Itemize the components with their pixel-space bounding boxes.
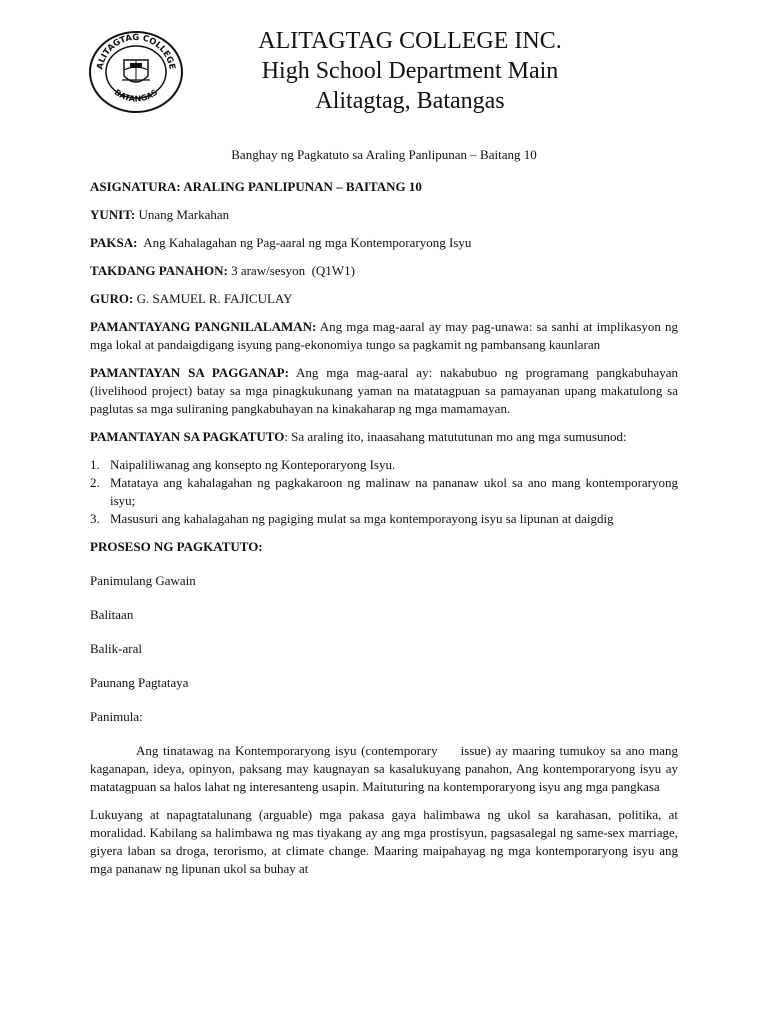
yunit-line: [90, 206, 678, 224]
guro-label: GURO:: [90, 291, 134, 306]
list-item: [90, 510, 678, 528]
list-item: [90, 474, 678, 510]
takdang-panahon-label: TAKDANG PANAHON:: [90, 263, 228, 278]
pagganap-value: Ang mga mag-aaral ay: nakabubuo ng programang pangkabuhayan (livelihood project) batay sa mga pinagkukunang yaman na matatagpuan sa pamayanan upang makatulong sa paglutas sa mga suliraning pangkabuhayan na kinakaharap ng mga mamamayan.: [90, 365, 678, 416]
pangnilalaman-label: PAMANTAYANG PANGNILALAMAN:: [90, 319, 317, 334]
list-item: [90, 456, 678, 474]
paksa-line: [90, 234, 678, 252]
proseso-heading: PROSESO NG PAGKATUTO:: [90, 539, 263, 554]
department-name: High School Department Main: [261, 58, 559, 84]
college-seal-icon: [88, 30, 184, 114]
step-paunang-pagtataya: Paunang Pagtataya: [90, 675, 189, 690]
lesson-plan-body: [90, 146, 682, 888]
pagkatuto-label: PAMANTAYAN SA PAGKATUTO: [90, 429, 285, 444]
guro-line: [90, 290, 678, 308]
asignatura-label: ASIGNATURA: ARALING PANLIPUNAN – BAITANG 10: [90, 179, 422, 194]
guro-value: G. SAMUEL R. FAJICULAY: [133, 291, 293, 306]
intro-paragraph-2: Lukuyang at napagtatalunang (arguable) mga pakasa gaya halimbawa ng ukol sa karahasan, politika, at moralidad. Kabilang sa halimbawa ng mas tiyakang ay ang mga prostisyun, pagsasalegal ng same-sex marriage, giyera laban sa droga, terorismo, at climate change. Maaring maipahayag ng mga kontemporaryong isyu ang mga pananaw ng lipunan ukol sa buhay at: [90, 807, 678, 876]
school-location: Alitagtag, Batangas: [315, 88, 505, 114]
objective-text: Naipaliliwanag ang konsepto ng Konteporaryong Isyu.: [110, 457, 396, 472]
asignatura-line: [90, 178, 678, 196]
objective-number: 1.: [90, 457, 100, 472]
pangnilalaman-value: Ang mga mag-aaral ay may pag-unawa: sa sanhi at implikasyon ng mga lokal at pandaigdigang isyung pang-ekonomiya tungo sa pagkamit ng pambansang kaunlaran: [90, 319, 679, 352]
step-balik-aral: Balik-aral: [90, 641, 142, 656]
school-header: [200, 26, 620, 116]
pagganap-label: PAMANTAYAN SA PAGGANAP:: [90, 365, 289, 380]
step-panimula: Panimula:: [90, 709, 143, 724]
pagkatuto-paragraph: [90, 428, 678, 446]
yunit-label: YUNIT:: [90, 207, 136, 222]
objective-number: 2.: [90, 475, 100, 490]
pangnilalaman-paragraph: [90, 318, 678, 354]
pagkatuto-value: : Sa araling ito, inaasahang matututunan mo ang mga sumusunod:: [284, 429, 627, 444]
seal-top-text: ALITAGTAG COLLEGE: [95, 32, 177, 71]
school-name: ALITAGTAG COLLEGE INC.: [258, 28, 562, 54]
step-panimulang-gawain: Panimulang Gawain: [90, 573, 196, 588]
objectives-list: [90, 456, 678, 528]
paksa-value: Ang Kahalagahan ng Pag-aaral ng mga Kontemporaryong Isyu: [137, 235, 472, 250]
pagganap-paragraph: [90, 364, 678, 418]
objective-text: Masusuri ang kahalagahan ng pagiging mulat sa mga kontemporayong isyu sa lipunan at daigdig: [110, 511, 614, 526]
document-subtitle: Banghay ng Pagkatuto sa Araling Panlipunan – Baitang 10: [231, 147, 537, 162]
step-balitaan: Balitaan: [90, 607, 134, 622]
objective-number: 3.: [90, 511, 100, 526]
paksa-label: PAKSA:: [90, 235, 138, 250]
yunit-value: Unang Markahan: [135, 207, 230, 222]
objective-text: Matataya ang kahalagahan ng pagkakaroon ng malinaw na pananaw ukol sa ano mang kontemporaryong isyu;: [110, 475, 678, 508]
takdang-panahon-value: 3 araw/sesyon (Q1W1): [227, 263, 355, 278]
intro-paragraph-1: Ang tinatawag na Kontemporaryong isyu (contemporary issue) ay maaring tumukoy sa ano mang kaganapan, ideya, opinyon, paksang may kaugnayan sa kasalukuyang panahon, Ang kontemporaryong isyu ay matatagpuan sa halos lahat ng interesanteng usapin. Maituturing na kontemporaryong isyu ang mga pangkasa: [90, 743, 682, 794]
takdang-panahon-line: [90, 262, 678, 280]
seal-bottom-text: BATANGAS: [112, 87, 160, 104]
